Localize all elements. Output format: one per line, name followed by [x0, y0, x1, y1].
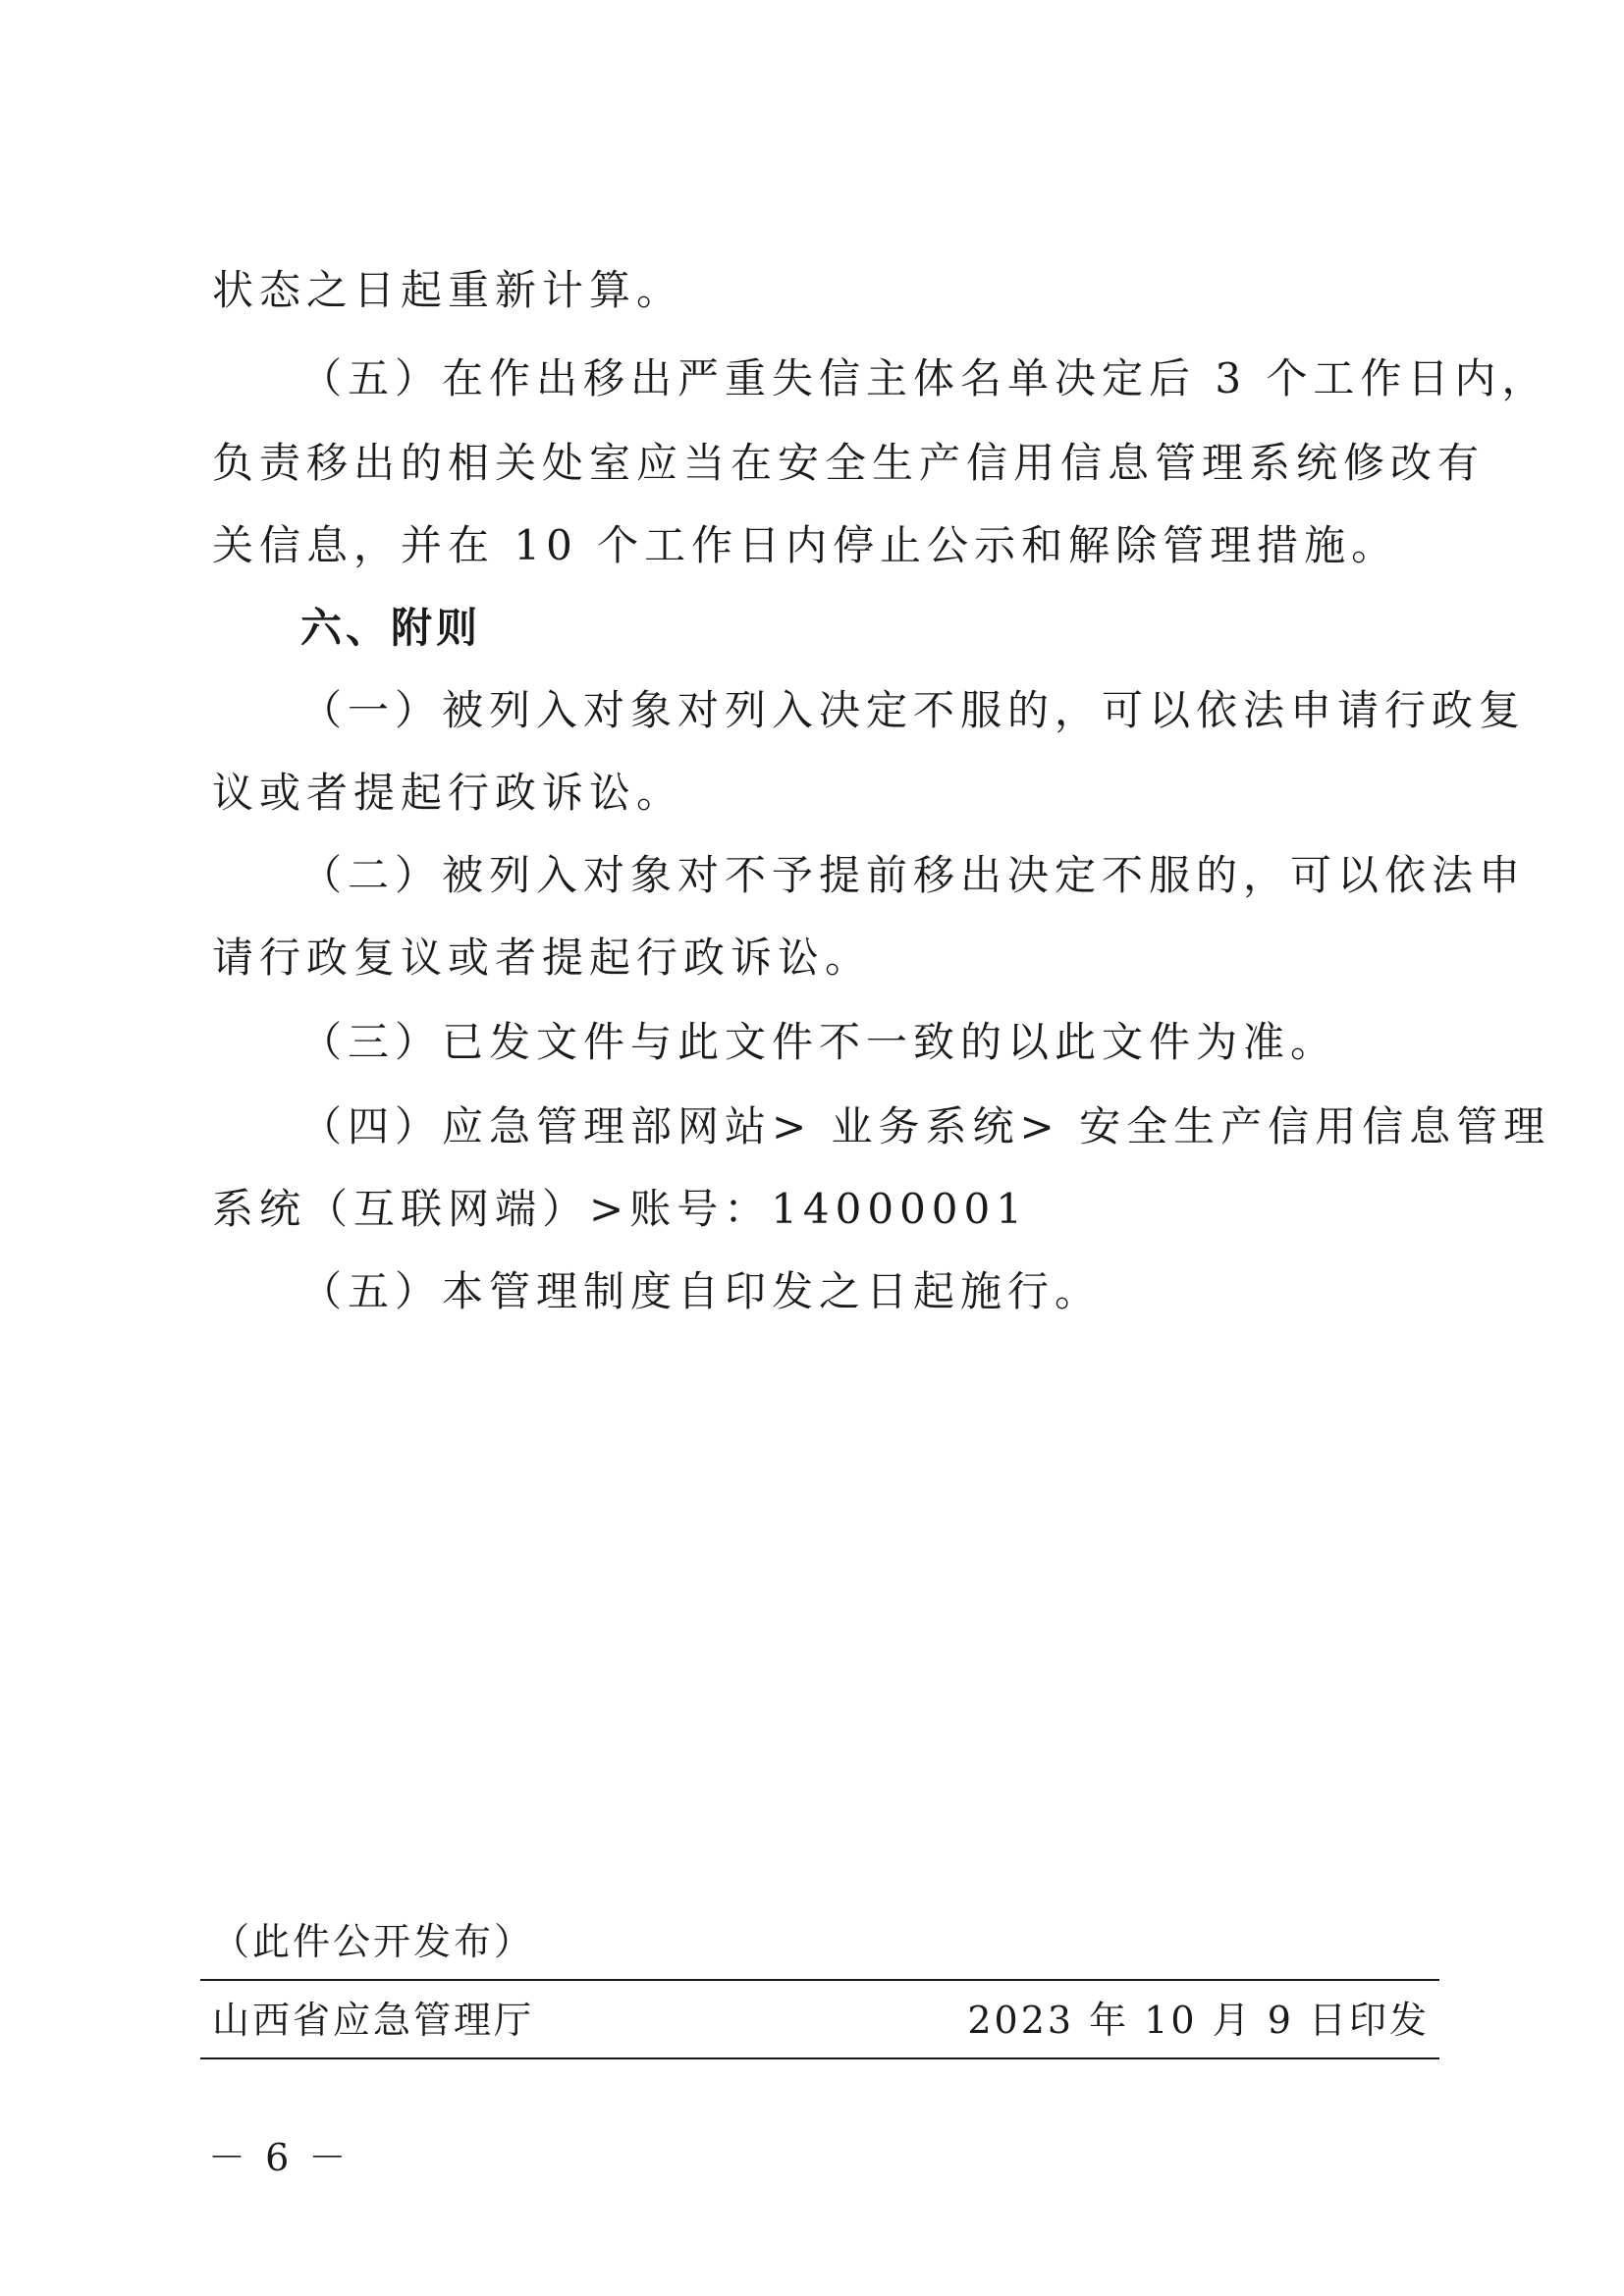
footer-top-rule	[200, 1979, 1439, 1981]
page-number: － 6 －	[208, 2136, 351, 2179]
paragraph-line: （四）应急管理部网站> 业务系统> 安全生产信用信息管理	[300, 1102, 1551, 1150]
paragraph-line: （三）已发文件与此文件不一致的以此文件为准。	[300, 1018, 1338, 1066]
section-heading: 六、附则	[300, 604, 482, 652]
paragraph-line: 关信息，并在 10 个工作日内停止公示和解除管理措施。	[212, 521, 1399, 569]
paragraph-line: 系统（互联网端）>账号：14000001	[212, 1185, 1028, 1233]
paragraph-line: 请行政复议或者提起行政诉讼。	[212, 934, 873, 982]
issue-date: 2023 年 10 月 9 日印发	[967, 1999, 1430, 2042]
paragraph-line: 负责移出的相关处室应当在安全生产信用信息管理系统修改有	[212, 439, 1486, 487]
issuance-line	[212, 1993, 1430, 2048]
footer-bottom-rule	[200, 2057, 1439, 2059]
paragraph-line: （五）本管理制度自印发之日起施行。	[300, 1267, 1103, 1315]
paragraph-line: （二）被列入对象对不予提前移出决定不服的，可以依法申	[300, 851, 1527, 899]
disclosure-note: （此件公开发布）	[212, 1920, 535, 1963]
paragraph-line: 议或者提起行政诉讼。	[212, 769, 684, 817]
paragraph-line: （五）在作出移出严重失信主体名单决定后 3 个工作日内，	[300, 354, 1549, 402]
issuer-name: 山西省应急管理厅	[212, 1999, 535, 2042]
paragraph-line: （一）被列入对象对列入决定不服的，可以依法申请行政复	[300, 686, 1527, 734]
paragraph-line: 状态之日起重新计算。	[212, 266, 684, 314]
